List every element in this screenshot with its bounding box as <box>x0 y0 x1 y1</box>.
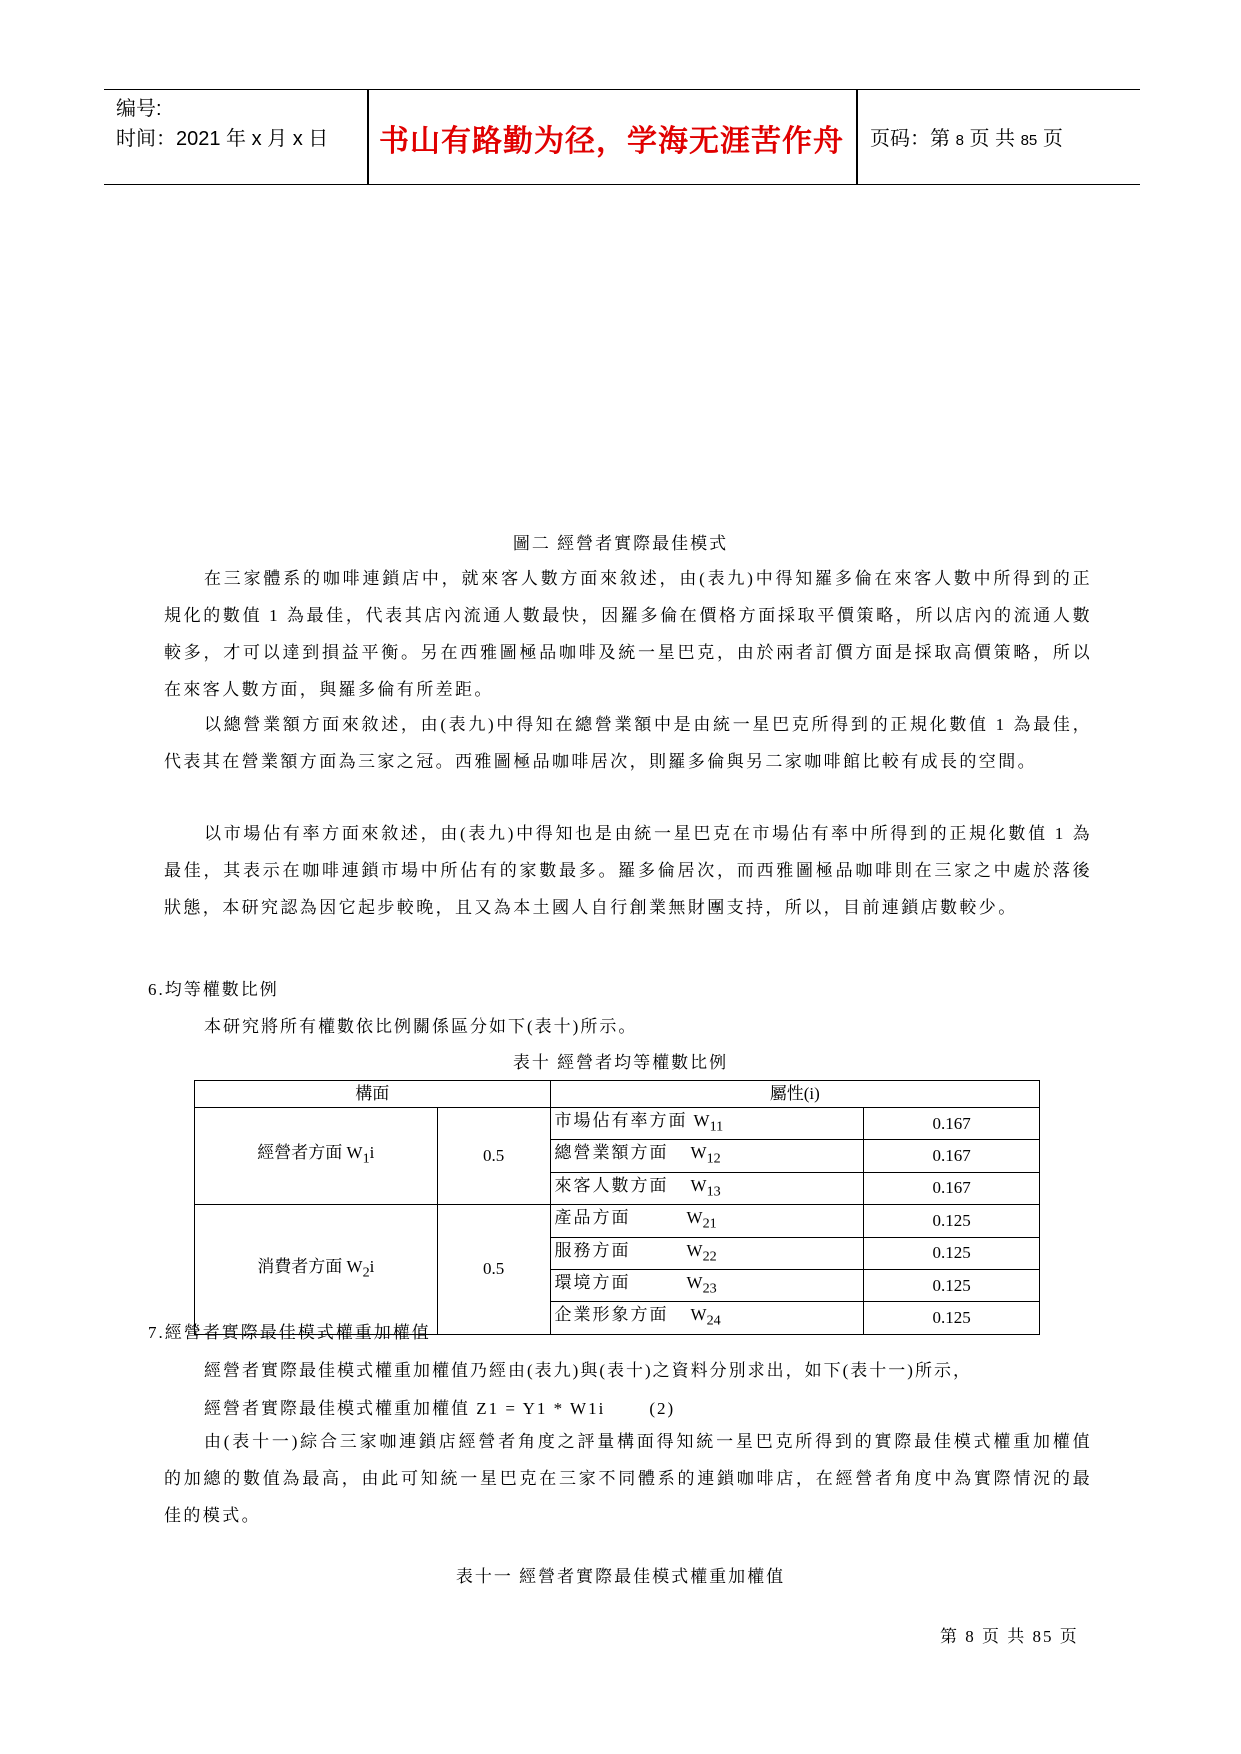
attribute-value: 0.125 <box>864 1205 1040 1237</box>
page-total: 85 <box>1020 132 1038 149</box>
table-row <box>195 1205 1040 1237</box>
section-heading-7: 7.經營者實際最佳模式權重加權值 <box>148 1323 431 1342</box>
formula-number: (2) <box>649 1399 676 1418</box>
table11-caption: 表十一 經營者實際最佳模式權重加權值 <box>455 1567 786 1586</box>
page-mid: 页 共 <box>963 128 1021 150</box>
group-label-suffix: i <box>369 1143 375 1163</box>
figure-caption: 圖二 經營者實際最佳模式 <box>512 534 729 553</box>
table10-caption: 表十 經營者均等權數比例 <box>512 1053 729 1072</box>
table-header-row <box>195 1081 1040 1108</box>
attribute-cell <box>550 1302 864 1334</box>
header-divider-right <box>856 90 858 184</box>
attribute-weight-symbol: W <box>690 1305 707 1325</box>
attribute-weight-sub: 21 <box>702 1215 717 1232</box>
attribute-weight-sub: 12 <box>706 1150 721 1167</box>
group-label-sub: 1 <box>362 1150 370 1167</box>
group-label-text: 消費者方面 W <box>257 1256 363 1276</box>
page-suffix: 页 <box>1037 128 1063 150</box>
header-meta <box>116 94 328 154</box>
attribute-cell <box>550 1140 864 1172</box>
section6-text: 本研究將所有權數依比例關係區分如下(表十)所示。 <box>204 1017 638 1036</box>
attribute-name: 企業形象方面 <box>554 1305 669 1325</box>
attribute-weight-sub: 13 <box>706 1183 721 1200</box>
page-header <box>104 89 1140 185</box>
table-row <box>195 1108 1040 1140</box>
attribute-cell <box>550 1237 864 1269</box>
page-prefix: 页码：第 <box>870 128 956 150</box>
attribute-weight-symbol: W <box>686 1208 703 1228</box>
page-footer: 第 8 页 共 85 页 <box>940 1627 1079 1646</box>
attribute-cell <box>550 1108 864 1140</box>
attribute-cell <box>550 1205 864 1237</box>
formula-text: 經營者實際最佳模式權重加權值 Z1 = Y1 * W1i <box>204 1399 606 1418</box>
attribute-value: 0.167 <box>864 1172 1040 1204</box>
doc-time-label: 时间：2021 年 x 月 x 日 <box>116 128 329 150</box>
attribute-value: 0.125 <box>864 1269 1040 1301</box>
attribute-name: 市場佔有率方面 <box>554 1111 688 1130</box>
table10 <box>194 1080 1040 1335</box>
attribute-weight-sub: 24 <box>706 1312 721 1329</box>
attribute-cell <box>550 1269 864 1301</box>
section7-formula <box>204 1394 675 1419</box>
paragraph-visitors: 在三家體系的咖啡連鎖店中，就來客人數方面來敘述，由(表九)中得知羅多倫在來客人數中所得到的正規化的數值 1 為最佳，代表其店內流通人數最快，因羅多倫在價格方面採取平價策略，所以店內的流通人數較多，才可以達到損益平衡。另在西雅圖極品咖啡及統一星巴克，由於兩者訂價方面是採取高價策略，所以在來客人數方面，與羅多倫有所差距。 <box>164 569 1092 699</box>
attribute-weight-sub: 22 <box>702 1247 717 1264</box>
attribute-weight-symbol: W <box>686 1272 703 1292</box>
paragraph-conclusion: 由(表十一)綜合三家咖連鎖店經營者角度之評量構面得知統一星巴克所得到的實際最佳模式權重加權值的加總的數值為最高，由此可知統一星巴克在三家不同體系的連鎖咖啡店，在經營者角度中為實際情況的最佳的模式。 <box>164 1432 1092 1525</box>
attribute-name: 服務方面 <box>554 1240 631 1260</box>
attribute-value: 0.125 <box>864 1237 1040 1269</box>
table-header-attribute: 屬性(i) <box>550 1081 1039 1108</box>
paragraph-revenue: 以總營業額方面來敘述，由(表九)中得知在總營業額中是由統一星巴克所得到的正規化數值 1 為最佳，代表其在營業額方面為三家之冠。西雅圖極品咖啡居次，則羅多倫與另二家咖啡館比較有成長的空間。 <box>164 715 1092 771</box>
group-weight-consumer: 0.5 <box>437 1205 550 1335</box>
page-number: 8 <box>955 132 964 149</box>
group-weight-operator: 0.5 <box>437 1108 550 1205</box>
group-label-operator <box>195 1108 438 1205</box>
attribute-name: 產品方面 <box>554 1208 631 1228</box>
attribute-name: 來客人數方面 <box>554 1175 669 1195</box>
doc-number-label: 编号: <box>116 98 162 120</box>
attribute-value: 0.125 <box>864 1302 1040 1334</box>
attribute-name: 總營業額方面 <box>554 1143 669 1163</box>
attribute-cell <box>550 1172 864 1204</box>
attribute-value: 0.167 <box>864 1108 1040 1140</box>
section7-text: 經營者實際最佳模式權重加權值乃經由(表九)與(表十)之資料分別求出，如下(表十一)所示， <box>204 1361 972 1380</box>
header-motto: 书山有路勤为径，学海无涯苦作舟 <box>379 124 844 159</box>
group-label-suffix: i <box>369 1256 375 1276</box>
attribute-weight-symbol: W <box>686 1240 703 1260</box>
attribute-weight-symbol: W <box>690 1175 707 1195</box>
group-label-text: 經營者方面 W <box>257 1143 363 1163</box>
attribute-weight-symbol: W <box>690 1143 707 1163</box>
section-heading-6: 6.均等權數比例 <box>148 980 279 999</box>
group-label-consumer <box>195 1205 438 1335</box>
attribute-weight-sub: 23 <box>702 1280 717 1297</box>
header-page-info <box>870 122 1063 151</box>
group-label-sub: 2 <box>362 1264 370 1281</box>
attribute-weight-symbol: W <box>693 1111 710 1130</box>
attribute-weight-sub: 11 <box>709 1118 724 1135</box>
attribute-name: 環境方面 <box>554 1272 631 1292</box>
attribute-value: 0.167 <box>864 1140 1040 1172</box>
table-header-dimension: 構面 <box>195 1081 551 1108</box>
paragraph-market-share: 以市場佔有率方面來敘述，由(表九)中得知也是由統一星巴克在市場佔有率中所得到的正規化數值 1 為最佳，其表示在咖啡連鎖市場中所佔有的家數最多。羅多倫居次，而西雅圖極品咖啡則在三家之中處於落後狀態，本研究認為因它起步較晚，且又為本土國人自行創業無財團支持，所以，目前連鎖店數較少。 <box>164 824 1092 917</box>
